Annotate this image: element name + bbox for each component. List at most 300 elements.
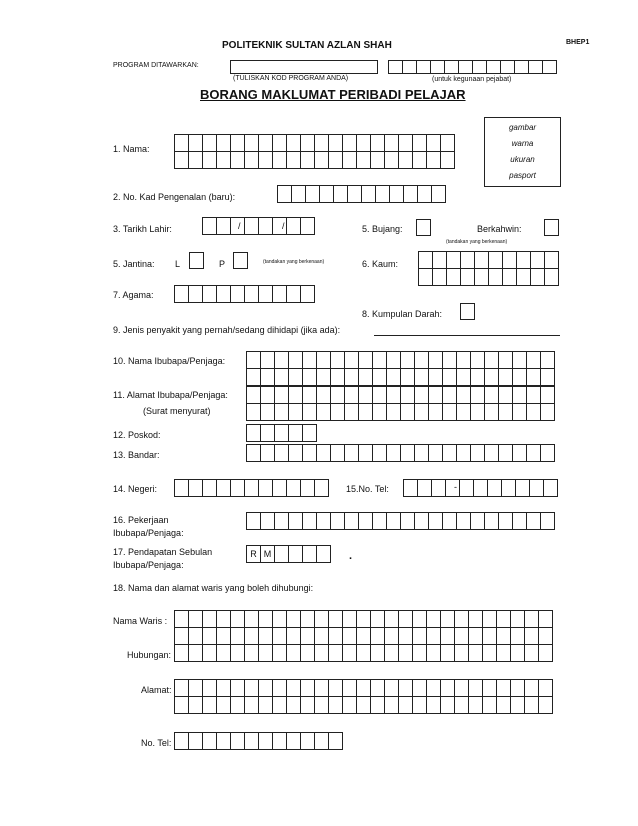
grid-cell[interactable] bbox=[541, 445, 555, 462]
grid-cell[interactable] bbox=[317, 352, 331, 369]
grid-cell[interactable] bbox=[259, 611, 273, 628]
grid-cell[interactable] bbox=[175, 628, 189, 645]
grid-cell[interactable] bbox=[455, 680, 469, 697]
grid-cell[interactable] bbox=[541, 404, 555, 421]
grid-cell[interactable] bbox=[273, 628, 287, 645]
grid-cell[interactable] bbox=[544, 480, 558, 497]
grid-cell[interactable] bbox=[261, 425, 275, 442]
grid-cell[interactable] bbox=[345, 369, 359, 386]
grid-cell[interactable] bbox=[175, 135, 189, 152]
grid-cell[interactable] bbox=[301, 680, 315, 697]
grid-cell[interactable] bbox=[217, 697, 231, 714]
grid-cell[interactable] bbox=[385, 135, 399, 152]
grid-cell[interactable] bbox=[387, 369, 401, 386]
grid-cell[interactable] bbox=[413, 152, 427, 169]
grid-cell[interactable] bbox=[345, 352, 359, 369]
grid-cell[interactable] bbox=[429, 445, 443, 462]
ic-field[interactable] bbox=[277, 185, 446, 203]
grid-cell[interactable] bbox=[303, 404, 317, 421]
grid-cell[interactable] bbox=[317, 445, 331, 462]
pendapatan-field[interactable] bbox=[246, 545, 331, 563]
berkahwin-checkbox[interactable] bbox=[544, 219, 559, 236]
grid-cell[interactable] bbox=[401, 404, 415, 421]
grid-cell[interactable] bbox=[499, 369, 513, 386]
jantina-p-checkbox[interactable] bbox=[233, 252, 248, 269]
grid-cell[interactable] bbox=[357, 645, 371, 662]
grid-cell[interactable] bbox=[427, 645, 441, 662]
grid-cell[interactable] bbox=[513, 404, 527, 421]
grid-cell[interactable] bbox=[231, 680, 245, 697]
grid-cell[interactable] bbox=[189, 733, 203, 750]
grid-cell[interactable] bbox=[287, 733, 301, 750]
grid-cell[interactable] bbox=[471, 352, 485, 369]
grid-cell[interactable] bbox=[485, 352, 499, 369]
grid-cell[interactable] bbox=[457, 387, 471, 404]
grid-cell[interactable] bbox=[441, 152, 455, 169]
grid-cell[interactable] bbox=[331, 387, 345, 404]
grid-cell[interactable] bbox=[483, 680, 497, 697]
grid-cell[interactable] bbox=[527, 404, 541, 421]
grid-cell[interactable] bbox=[345, 387, 359, 404]
grid-cell[interactable] bbox=[245, 628, 259, 645]
grid-cell[interactable] bbox=[315, 733, 329, 750]
grid-cell[interactable] bbox=[471, 445, 485, 462]
grid-cell[interactable] bbox=[329, 611, 343, 628]
grid-cell[interactable] bbox=[203, 611, 217, 628]
grid-cell[interactable] bbox=[483, 628, 497, 645]
grid-cell[interactable] bbox=[287, 611, 301, 628]
grid-cell[interactable] bbox=[287, 628, 301, 645]
grid-cell[interactable] bbox=[511, 628, 525, 645]
grid-cell[interactable] bbox=[471, 387, 485, 404]
grid-cell[interactable] bbox=[245, 680, 259, 697]
grid-cell[interactable] bbox=[373, 513, 387, 530]
grid-cell[interactable] bbox=[231, 628, 245, 645]
grid-cell[interactable] bbox=[447, 269, 461, 286]
grid-cell[interactable] bbox=[247, 387, 261, 404]
grid-cell[interactable] bbox=[345, 445, 359, 462]
nama-waris-field[interactable] bbox=[174, 610, 553, 645]
grid-cell[interactable] bbox=[441, 611, 455, 628]
grid-cell[interactable] bbox=[292, 186, 306, 203]
grid-cell[interactable] bbox=[189, 680, 203, 697]
grid-cell[interactable] bbox=[415, 352, 429, 369]
grid-cell[interactable] bbox=[371, 680, 385, 697]
grid-cell[interactable] bbox=[433, 252, 447, 269]
grid-cell[interactable] bbox=[511, 611, 525, 628]
grid-cell[interactable] bbox=[329, 135, 343, 152]
grid-cell[interactable] bbox=[485, 404, 499, 421]
grid-cell[interactable] bbox=[371, 152, 385, 169]
grid-cell[interactable] bbox=[301, 611, 315, 628]
program-code-input[interactable] bbox=[230, 60, 378, 74]
grid-cell[interactable] bbox=[471, 404, 485, 421]
grid-cell[interactable] bbox=[371, 611, 385, 628]
jantina-l-checkbox[interactable] bbox=[189, 252, 204, 269]
grid-cell[interactable] bbox=[273, 680, 287, 697]
grid-cell[interactable] bbox=[461, 269, 475, 286]
grid-cell[interactable] bbox=[401, 513, 415, 530]
grid-cell[interactable] bbox=[261, 445, 275, 462]
grid-cell[interactable] bbox=[261, 387, 275, 404]
grid-cell[interactable] bbox=[503, 252, 517, 269]
bujang-checkbox[interactable] bbox=[416, 219, 431, 236]
grid-cell[interactable] bbox=[385, 680, 399, 697]
grid-cell[interactable] bbox=[317, 513, 331, 530]
grid-cell[interactable] bbox=[289, 369, 303, 386]
agama-field[interactable] bbox=[174, 285, 315, 303]
grid-cell[interactable] bbox=[401, 352, 415, 369]
grid-cell[interactable] bbox=[189, 152, 203, 169]
grid-cell[interactable] bbox=[441, 680, 455, 697]
grid-cell[interactable] bbox=[387, 352, 401, 369]
grid-cell[interactable] bbox=[432, 186, 446, 203]
grid-cell[interactable] bbox=[343, 645, 357, 662]
grid-cell[interactable] bbox=[455, 697, 469, 714]
grid-cell[interactable] bbox=[245, 286, 259, 303]
grid-cell[interactable] bbox=[345, 513, 359, 530]
grid-cell[interactable] bbox=[287, 680, 301, 697]
grid-cell[interactable] bbox=[247, 352, 261, 369]
kaum-field[interactable] bbox=[418, 251, 559, 286]
grid-cell[interactable] bbox=[457, 404, 471, 421]
grid-cell[interactable] bbox=[348, 186, 362, 203]
grid-cell[interactable] bbox=[245, 135, 259, 152]
grid-cell[interactable] bbox=[460, 480, 474, 497]
grid-cell[interactable] bbox=[303, 369, 317, 386]
grid-cell[interactable] bbox=[455, 645, 469, 662]
grid-cell[interactable] bbox=[231, 611, 245, 628]
grid-cell[interactable] bbox=[175, 645, 189, 662]
grid-cell[interactable] bbox=[401, 445, 415, 462]
grid-cell[interactable] bbox=[489, 269, 503, 286]
grid-cell[interactable] bbox=[357, 680, 371, 697]
grid-cell[interactable] bbox=[385, 152, 399, 169]
alamat-waris-field[interactable] bbox=[174, 679, 553, 714]
grid-cell[interactable] bbox=[441, 135, 455, 152]
grid-cell[interactable] bbox=[385, 628, 399, 645]
grid-cell[interactable] bbox=[385, 611, 399, 628]
grid-cell[interactable] bbox=[315, 480, 329, 497]
grid-cell[interactable] bbox=[455, 628, 469, 645]
grid-cell[interactable] bbox=[175, 611, 189, 628]
grid-cell[interactable] bbox=[259, 680, 273, 697]
grid-cell[interactable] bbox=[485, 387, 499, 404]
grid-cell[interactable] bbox=[259, 135, 273, 152]
grid-cell[interactable] bbox=[231, 733, 245, 750]
grid-cell[interactable] bbox=[527, 369, 541, 386]
grid-cell[interactable] bbox=[517, 269, 531, 286]
grid-cell[interactable] bbox=[359, 404, 373, 421]
grid-cell[interactable] bbox=[489, 252, 503, 269]
grid-cell[interactable] bbox=[371, 628, 385, 645]
grid-cell[interactable] bbox=[447, 252, 461, 269]
grid-cell[interactable] bbox=[488, 480, 502, 497]
grid-cell[interactable] bbox=[362, 186, 376, 203]
grid-cell[interactable] bbox=[287, 135, 301, 152]
grid-cell[interactable] bbox=[469, 680, 483, 697]
grid-cell[interactable] bbox=[531, 269, 545, 286]
grid-cell[interactable] bbox=[499, 404, 513, 421]
grid-cell[interactable] bbox=[502, 480, 516, 497]
grid-cell[interactable] bbox=[399, 152, 413, 169]
ibubapa-field[interactable] bbox=[246, 351, 555, 386]
grid-cell[interactable] bbox=[413, 135, 427, 152]
grid-cell[interactable] bbox=[539, 680, 553, 697]
grid-cell[interactable] bbox=[343, 680, 357, 697]
grid-cell[interactable] bbox=[247, 425, 261, 442]
grid-cell[interactable] bbox=[259, 218, 273, 235]
grid-cell[interactable] bbox=[446, 480, 460, 497]
grid-cell[interactable] bbox=[511, 697, 525, 714]
grid-cell[interactable] bbox=[385, 697, 399, 714]
grid-cell[interactable] bbox=[541, 387, 555, 404]
grid-cell[interactable] bbox=[231, 152, 245, 169]
grid-cell[interactable] bbox=[429, 387, 443, 404]
grid-cell[interactable] bbox=[483, 645, 497, 662]
grid-cell[interactable] bbox=[259, 152, 273, 169]
dob-field[interactable] bbox=[202, 217, 315, 235]
grid-cell[interactable] bbox=[485, 445, 499, 462]
grid-cell[interactable] bbox=[217, 733, 231, 750]
grid-cell[interactable] bbox=[331, 369, 345, 386]
grid-cell[interactable] bbox=[189, 480, 203, 497]
grid-cell[interactable] bbox=[419, 269, 433, 286]
grid-cell[interactable] bbox=[429, 352, 443, 369]
grid-cell[interactable] bbox=[331, 404, 345, 421]
grid-cell[interactable] bbox=[189, 697, 203, 714]
grid-cell[interactable] bbox=[413, 697, 427, 714]
grid-cell[interactable] bbox=[273, 733, 287, 750]
grid-cell[interactable] bbox=[499, 352, 513, 369]
negeri-field[interactable] bbox=[174, 479, 329, 497]
grid-cell[interactable] bbox=[457, 352, 471, 369]
grid-cell[interactable] bbox=[245, 645, 259, 662]
grid-cell[interactable] bbox=[189, 645, 203, 662]
grid-cell[interactable] bbox=[217, 628, 231, 645]
grid-cell[interactable] bbox=[231, 645, 245, 662]
grid-cell[interactable] bbox=[427, 611, 441, 628]
grid-cell[interactable] bbox=[497, 680, 511, 697]
grid-cell[interactable] bbox=[329, 697, 343, 714]
grid-cell[interactable] bbox=[404, 480, 418, 497]
grid-cell[interactable] bbox=[315, 697, 329, 714]
grid-cell[interactable] bbox=[516, 480, 530, 497]
grid-cell[interactable] bbox=[331, 513, 345, 530]
grid-cell[interactable] bbox=[275, 352, 289, 369]
grid-cell[interactable] bbox=[275, 404, 289, 421]
grid-cell[interactable] bbox=[415, 369, 429, 386]
grid-cell[interactable] bbox=[175, 152, 189, 169]
grid-cell[interactable] bbox=[415, 513, 429, 530]
grid-cell[interactable] bbox=[331, 445, 345, 462]
grid-cell[interactable] bbox=[343, 697, 357, 714]
grid-cell[interactable] bbox=[418, 480, 432, 497]
grid-cell[interactable] bbox=[315, 135, 329, 152]
grid-cell[interactable] bbox=[427, 680, 441, 697]
grid-cell[interactable] bbox=[399, 697, 413, 714]
grid-cell[interactable] bbox=[217, 152, 231, 169]
grid-cell[interactable] bbox=[203, 680, 217, 697]
grid-cell[interactable] bbox=[413, 628, 427, 645]
grid-cell[interactable] bbox=[527, 352, 541, 369]
nama-field[interactable] bbox=[174, 134, 455, 169]
grid-cell[interactable] bbox=[301, 135, 315, 152]
grid-cell[interactable] bbox=[231, 135, 245, 152]
grid-cell[interactable] bbox=[275, 445, 289, 462]
grid-cell[interactable] bbox=[273, 480, 287, 497]
grid-cell[interactable] bbox=[427, 135, 441, 152]
grid-cell[interactable] bbox=[371, 697, 385, 714]
grid-cell[interactable] bbox=[203, 135, 217, 152]
grid-cell[interactable] bbox=[539, 628, 553, 645]
grid-cell[interactable] bbox=[441, 628, 455, 645]
grid-cell[interactable] bbox=[306, 186, 320, 203]
grid-cell[interactable] bbox=[231, 697, 245, 714]
grid-cell[interactable] bbox=[413, 645, 427, 662]
grid-cell[interactable] bbox=[273, 286, 287, 303]
hubungan-field[interactable] bbox=[174, 644, 553, 662]
grid-cell[interactable] bbox=[315, 628, 329, 645]
grid-cell[interactable] bbox=[432, 480, 446, 497]
grid-cell[interactable] bbox=[175, 733, 189, 750]
grid-cell[interactable] bbox=[247, 445, 261, 462]
grid-cell[interactable] bbox=[469, 628, 483, 645]
grid-cell[interactable] bbox=[376, 186, 390, 203]
grid-cell[interactable] bbox=[511, 645, 525, 662]
grid-cell[interactable] bbox=[275, 425, 289, 442]
grid-cell[interactable] bbox=[497, 645, 511, 662]
grid-cell[interactable] bbox=[275, 387, 289, 404]
grid-cell[interactable] bbox=[261, 352, 275, 369]
grid-cell[interactable] bbox=[261, 369, 275, 386]
grid-cell[interactable] bbox=[259, 645, 273, 662]
grid-cell[interactable] bbox=[530, 480, 544, 497]
grid-cell[interactable] bbox=[357, 697, 371, 714]
grid-cell[interactable] bbox=[401, 369, 415, 386]
pekerjaan-field[interactable] bbox=[246, 512, 555, 530]
grid-cell[interactable] bbox=[175, 697, 189, 714]
grid-cell[interactable] bbox=[217, 286, 231, 303]
grid-cell[interactable] bbox=[303, 387, 317, 404]
grid-cell[interactable] bbox=[525, 680, 539, 697]
grid-cell[interactable] bbox=[539, 645, 553, 662]
grid-cell[interactable] bbox=[343, 152, 357, 169]
grid-cell[interactable] bbox=[469, 697, 483, 714]
grid-cell[interactable] bbox=[289, 404, 303, 421]
grid-cell[interactable] bbox=[287, 286, 301, 303]
grid-cell[interactable] bbox=[301, 645, 315, 662]
grid-cell[interactable] bbox=[415, 445, 429, 462]
grid-cell[interactable] bbox=[401, 387, 415, 404]
grid-cell[interactable] bbox=[301, 480, 315, 497]
grid-cell[interactable] bbox=[273, 611, 287, 628]
grid-cell[interactable] bbox=[427, 697, 441, 714]
grid-cell[interactable] bbox=[371, 645, 385, 662]
grid-cell[interactable] bbox=[301, 218, 315, 235]
grid-cell[interactable] bbox=[359, 445, 373, 462]
grid-cell[interactable] bbox=[317, 404, 331, 421]
grid-cell[interactable] bbox=[331, 352, 345, 369]
grid-cell[interactable] bbox=[399, 611, 413, 628]
grid-cell[interactable] bbox=[527, 513, 541, 530]
grid-cell[interactable] bbox=[273, 135, 287, 152]
grid-cell[interactable] bbox=[315, 611, 329, 628]
grid-cell[interactable] bbox=[443, 369, 457, 386]
grid-cell[interactable] bbox=[443, 445, 457, 462]
grid-cell[interactable] bbox=[404, 186, 418, 203]
grid-cell[interactable] bbox=[475, 269, 489, 286]
grid-cell[interactable] bbox=[399, 680, 413, 697]
grid-cell[interactable] bbox=[539, 697, 553, 714]
grid-cell[interactable] bbox=[301, 628, 315, 645]
grid-cell[interactable] bbox=[499, 387, 513, 404]
grid-cell[interactable] bbox=[357, 152, 371, 169]
grid-cell[interactable] bbox=[343, 135, 357, 152]
grid-cell[interactable] bbox=[343, 628, 357, 645]
grid-cell[interactable] bbox=[301, 152, 315, 169]
grid-cell[interactable] bbox=[329, 645, 343, 662]
grid-cell[interactable] bbox=[531, 252, 545, 269]
grid-cell[interactable] bbox=[513, 387, 527, 404]
notel-field[interactable] bbox=[403, 479, 558, 497]
grid-cell[interactable] bbox=[245, 697, 259, 714]
grid-cell[interactable] bbox=[359, 513, 373, 530]
grid-cell[interactable] bbox=[443, 404, 457, 421]
grid-cell[interactable] bbox=[315, 645, 329, 662]
grid-cell[interactable] bbox=[399, 135, 413, 152]
grid-cell[interactable] bbox=[189, 135, 203, 152]
grid-cell[interactable] bbox=[457, 513, 471, 530]
grid-cell[interactable] bbox=[289, 352, 303, 369]
grid-cell[interactable] bbox=[525, 611, 539, 628]
grid-cell[interactable] bbox=[485, 513, 499, 530]
grid-cell[interactable] bbox=[399, 628, 413, 645]
grid-cell[interactable] bbox=[203, 480, 217, 497]
bandar-field[interactable] bbox=[246, 444, 555, 462]
grid-cell[interactable] bbox=[275, 513, 289, 530]
grid-cell[interactable] bbox=[329, 733, 343, 750]
grid-cell[interactable] bbox=[525, 645, 539, 662]
grid-cell[interactable] bbox=[189, 611, 203, 628]
grid-cell[interactable] bbox=[443, 513, 457, 530]
grid-cell[interactable] bbox=[317, 387, 331, 404]
grid-cell[interactable] bbox=[469, 611, 483, 628]
grid-cell[interactable] bbox=[503, 269, 517, 286]
grid-cell[interactable] bbox=[289, 513, 303, 530]
grid-cell[interactable] bbox=[371, 135, 385, 152]
grid-cell[interactable] bbox=[427, 152, 441, 169]
grid-cell[interactable] bbox=[217, 480, 231, 497]
grid-cell[interactable] bbox=[525, 697, 539, 714]
grid-cell[interactable] bbox=[443, 352, 457, 369]
grid-cell[interactable] bbox=[399, 645, 413, 662]
grid-cell[interactable] bbox=[373, 445, 387, 462]
grid-cell[interactable] bbox=[527, 445, 541, 462]
penyakit-line[interactable] bbox=[374, 335, 560, 336]
grid-cell[interactable] bbox=[245, 480, 259, 497]
grid-cell[interactable] bbox=[471, 369, 485, 386]
grid-cell[interactable] bbox=[259, 733, 273, 750]
grid-cell[interactable] bbox=[217, 645, 231, 662]
grid-cell[interactable] bbox=[511, 680, 525, 697]
grid-cell[interactable] bbox=[527, 387, 541, 404]
darah-input[interactable] bbox=[460, 303, 475, 320]
grid-cell[interactable] bbox=[259, 480, 273, 497]
grid-cell[interactable] bbox=[303, 445, 317, 462]
grid-cell[interactable] bbox=[541, 352, 555, 369]
grid-cell[interactable] bbox=[429, 513, 443, 530]
